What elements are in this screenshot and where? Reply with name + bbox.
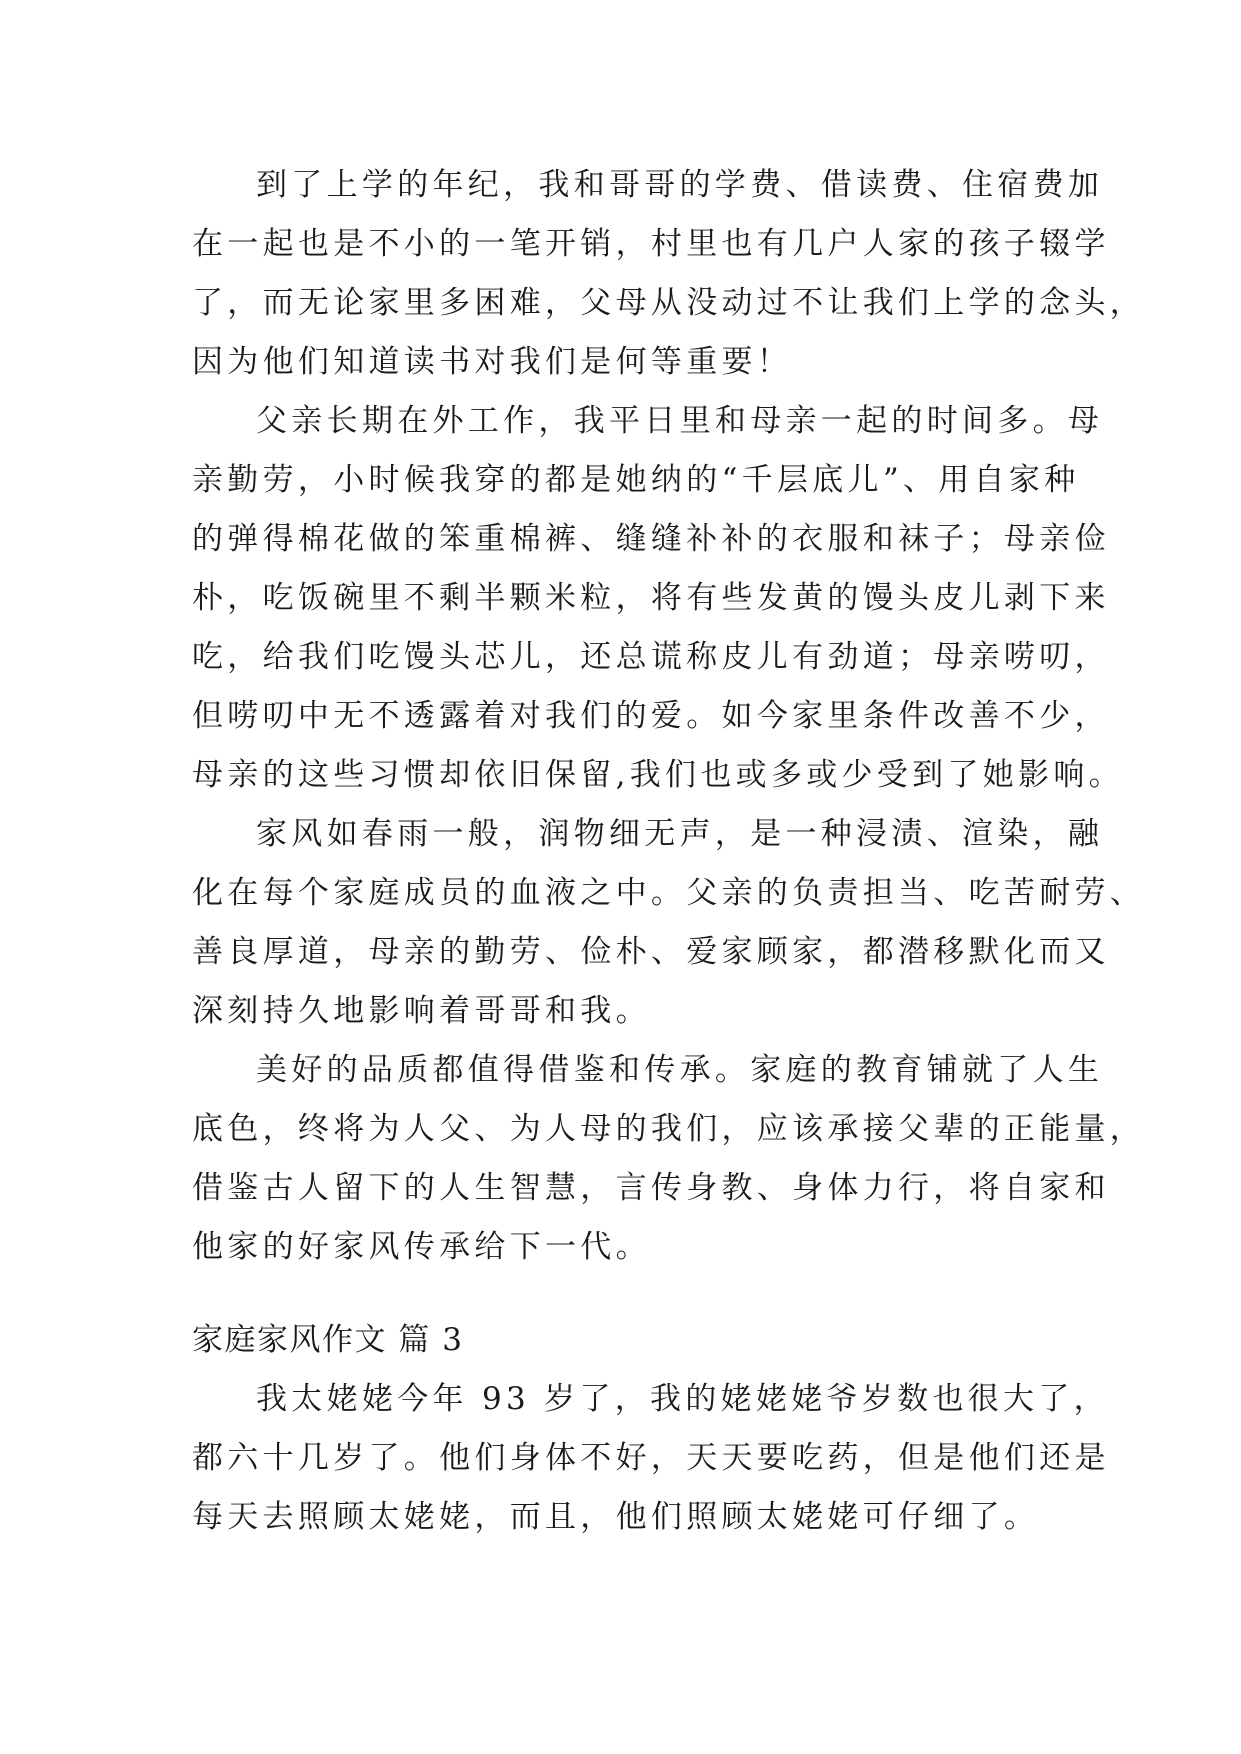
text-line: 在一起也是不小的一笔开销，村里也有几户人家的孩子辍学: [192, 226, 1110, 262]
paragraph: [192, 1370, 1110, 1547]
text-line: 母亲的这些习惯却依旧保留,我们也或多或少受到了她影响。: [192, 757, 1124, 793]
text-line: 都六十几岁了。他们身体不好，天天要吃药，但是他们还是: [192, 1440, 1110, 1476]
text-line: 善良厚道，母亲的勤劳、俭朴、爱家顾家，都潜移默化而又: [192, 934, 1110, 970]
text-line: 朴，吃饭碗里不剩半颗米粒，将有些发黄的馒头皮儿剥下来: [192, 580, 1110, 616]
text-line: 借鉴古人留下的人生智慧，言传身教、身体力行，将自家和: [192, 1170, 1110, 1206]
text-line: 的弹得棉花做的笨重棉裤、缝缝补补的衣服和袜子；母亲俭: [192, 521, 1110, 557]
paragraph: [192, 156, 1146, 392]
text-line: 深刻持久地影响着哥哥和我。: [192, 993, 651, 1029]
text-line: 了，而无论家里多困难，父母从没动过不让我们上学的念头，: [192, 285, 1146, 321]
text-line: 我太姥姥今年 93 岁了，我的姥姥姥爷岁数也很大了，: [256, 1381, 1109, 1417]
text-line: 但唠叨中无不透露着对我们的爱。如今家里条件改善不少，: [192, 698, 1110, 734]
section-heading: 家庭家风作文 篇 3: [192, 1322, 464, 1358]
paragraph: [192, 1041, 1146, 1277]
text-line: 家风如春雨一般，润物细无声，是一种浸渍、渲染，融: [256, 816, 1104, 852]
text-line: 因为他们知道读书对我们是何等重要！: [192, 344, 793, 380]
paragraph: [192, 805, 1146, 1041]
text-line: 每天去照顾太姥姥，而且，他们照顾太姥姥可仔细了。: [192, 1499, 1040, 1535]
text-line: 父亲长期在外工作，我平日里和母亲一起的时间多。母: [256, 403, 1104, 439]
text-line: 底色，终将为人父、为人母的我们，应该承接父辈的正能量，: [192, 1111, 1146, 1147]
text-line: 吃，给我们吃馒头芯儿，还总谎称皮儿有劲道；母亲唠叨，: [192, 639, 1110, 675]
text-line: 他家的好家风传承给下一代。: [192, 1229, 651, 1265]
section-spacer: [192, 1277, 1062, 1311]
text-line: 亲勤劳，小时候我穿的都是她纳的“千层底儿”、用自家种: [192, 462, 1080, 498]
text-line: 美好的品质都值得借鉴和传承。家庭的教育铺就了人生: [256, 1052, 1104, 1088]
text-line: 化在每个家庭成员的血液之中。父亲的负责担当、吃苦耐劳、: [192, 875, 1146, 911]
paragraph: [192, 392, 1124, 805]
text-line: 到了上学的年纪，我和哥哥的学费、借读费、住宿费加: [256, 167, 1104, 203]
document-body: [192, 156, 1146, 1547]
